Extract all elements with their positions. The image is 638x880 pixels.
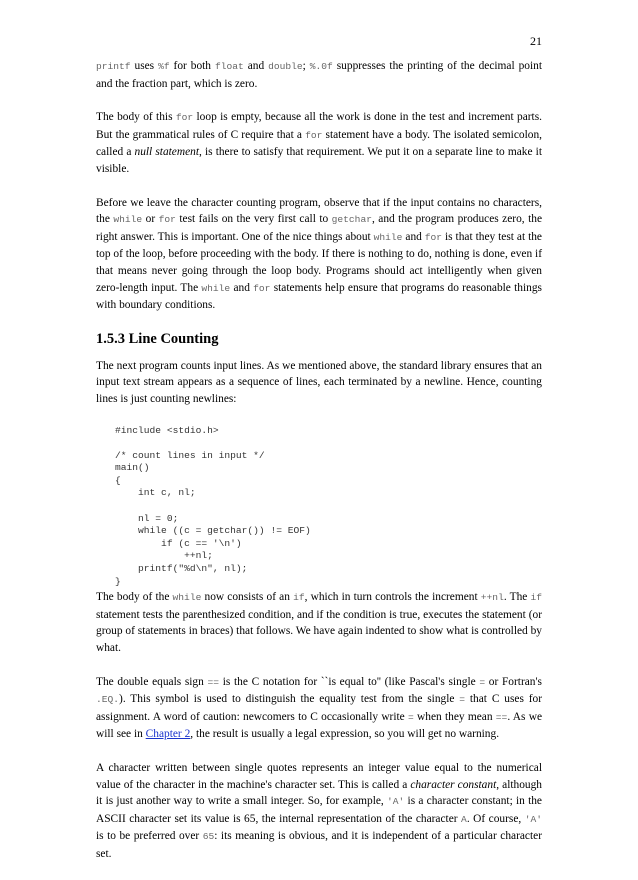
text: ;: [302, 60, 310, 72]
text: loop is empty, because all the work is done in the test and increment parts. But the grammatical rules of C require that a: [96, 111, 542, 141]
text: is to be preferred over: [96, 830, 203, 843]
code-percent-f: %f: [158, 61, 170, 72]
text: Before we leave the character counting program, observe that if the input contains no characters, the: [96, 196, 542, 226]
paragraph-printf-format: [96, 58, 542, 92]
code-increment: ++nl: [480, 592, 504, 604]
code-line: #include <stdio.h>: [115, 424, 219, 436]
text: : its meaning is obvious, and it is independent of a particular character set.: [96, 830, 542, 860]
paragraph-for-body: [96, 109, 542, 177]
code-line: }: [115, 575, 121, 587]
text: now consists of an: [201, 591, 294, 604]
code-line: ++nl;: [115, 550, 213, 562]
text: , and the program produces zero, the right answer. This is important. One of the nice things about: [96, 213, 543, 243]
text: or: [142, 213, 159, 226]
text: , although it is just another way to write a small integer. So, for example,: [96, 778, 543, 808]
code-for: for: [175, 112, 194, 124]
text: that C uses for assignment. A word of caution: newcomers to C occasionally write: [96, 693, 543, 723]
code-float: float: [214, 61, 244, 72]
code-percent-0f: %.0f: [309, 61, 333, 72]
code-line: int c, nl;: [115, 487, 196, 499]
text: . As we will see in: [96, 710, 543, 741]
text: is the C notation for ``is equal to'' (like Pascal's single: [219, 675, 480, 688]
text: statement have a body. The isolated semicolon, called a: [96, 128, 542, 159]
text: statements help ensure that programs do reasonable things with boundary conditions.: [96, 281, 542, 312]
code-double-equals: ==: [495, 711, 508, 723]
code-for: for: [253, 282, 271, 294]
paragraph-equality: [96, 674, 542, 743]
code-line: {: [115, 474, 121, 486]
code-double: double: [268, 61, 303, 72]
text: , the result is usually a legal expression, so you will get no warning.: [190, 728, 500, 741]
code-for: for: [424, 231, 443, 243]
code-if: if: [530, 592, 543, 604]
paragraph-zero-input: [96, 195, 542, 314]
code-for: for: [158, 214, 176, 226]
page-content: [96, 58, 542, 880]
code-line: if (c == '\n'): [115, 537, 242, 549]
section-heading: 1.5.3 Line Counting: [96, 330, 219, 347]
text: , is there to satisfy that requirement. We put it on a separate line to make it visible.: [96, 146, 542, 175]
text: The double equals sign: [96, 675, 208, 688]
text: for both: [169, 60, 215, 72]
text: . Of course,: [466, 812, 525, 825]
code-double-equals: ==: [207, 676, 220, 688]
text: ). This symbol is used to distinguish the equality test from the single: [119, 693, 460, 706]
code-while: while: [373, 231, 403, 243]
code-equals: =: [459, 694, 466, 706]
paragraph-while-body: [96, 589, 542, 656]
code-listing: [96, 425, 542, 589]
code-line: nl = 0;: [115, 512, 179, 524]
code-a: A: [461, 813, 467, 825]
code-equals: =: [479, 676, 486, 688]
code-for: for: [305, 129, 323, 141]
text: and: [402, 230, 425, 243]
text: , which in turn controls the increment: [304, 591, 481, 604]
code-printf: printf: [96, 61, 131, 72]
code-if: if: [293, 592, 305, 604]
text: A character written between single quotes represents an integer value equal to the numerical value of the character in the machine's character set. This is called a: [96, 761, 542, 791]
code-fortran-eq: .EQ.: [96, 694, 120, 706]
chapter-2-link[interactable]: Chapter 2: [145, 728, 191, 741]
page-number: 21: [530, 34, 542, 48]
code-line: main(): [115, 462, 150, 474]
code-getchar: getchar: [331, 214, 372, 226]
code-char-a: 'A': [524, 813, 542, 825]
text: . The: [503, 591, 531, 604]
code-while: while: [113, 214, 143, 226]
paragraph-line-counting-intro: The next program counts input lines. As we mentioned above, the standard library ensures that an input text stream appears as a sequence of lines, each terminated by a newline. Hence, counting lines is just counting newlines:: [96, 359, 542, 405]
text: test fails on the very first call to: [175, 213, 332, 226]
text: or Fortran's: [485, 675, 542, 688]
text: uses: [130, 60, 159, 72]
code-line: while ((c = getchar()) != EOF): [115, 525, 311, 537]
text: and: [230, 281, 254, 294]
paragraph-character-constant: [96, 760, 542, 863]
text: is a character constant; in the ASCII character set its value is 65, the internal representation of the character: [96, 795, 542, 825]
code-while: while: [201, 282, 231, 294]
text: The body of the: [96, 591, 173, 604]
code-65: 65: [202, 831, 215, 843]
text: and: [243, 60, 269, 72]
code-char-a: 'A': [387, 796, 405, 808]
emphasis-null-statement: null statement: [134, 146, 199, 159]
code-equals: =: [408, 711, 414, 723]
code-line: /* count lines in input */: [115, 449, 265, 461]
text: The body of this: [96, 111, 176, 124]
text: statement tests the parenthesized condition, and if the condition is true, executes the statement (or group of statements in braces) that follows. We have again indented to show what is controlled by what.: [96, 608, 542, 654]
text: when they mean: [413, 710, 496, 723]
code-line: printf("%d\n", nl);: [115, 563, 248, 575]
text: is that they test at the top of the loop, before proceeding with the body. If there is nothing to do, nothing is done, even if that means never going through the loop body. Programs should act intelligently when given zero-length input. The: [96, 230, 542, 294]
text: suppresses the printing of the decimal point and the fraction part, which is zero.: [96, 60, 543, 90]
emphasis-character-constant: character constant: [410, 778, 497, 791]
code-while: while: [172, 592, 202, 604]
